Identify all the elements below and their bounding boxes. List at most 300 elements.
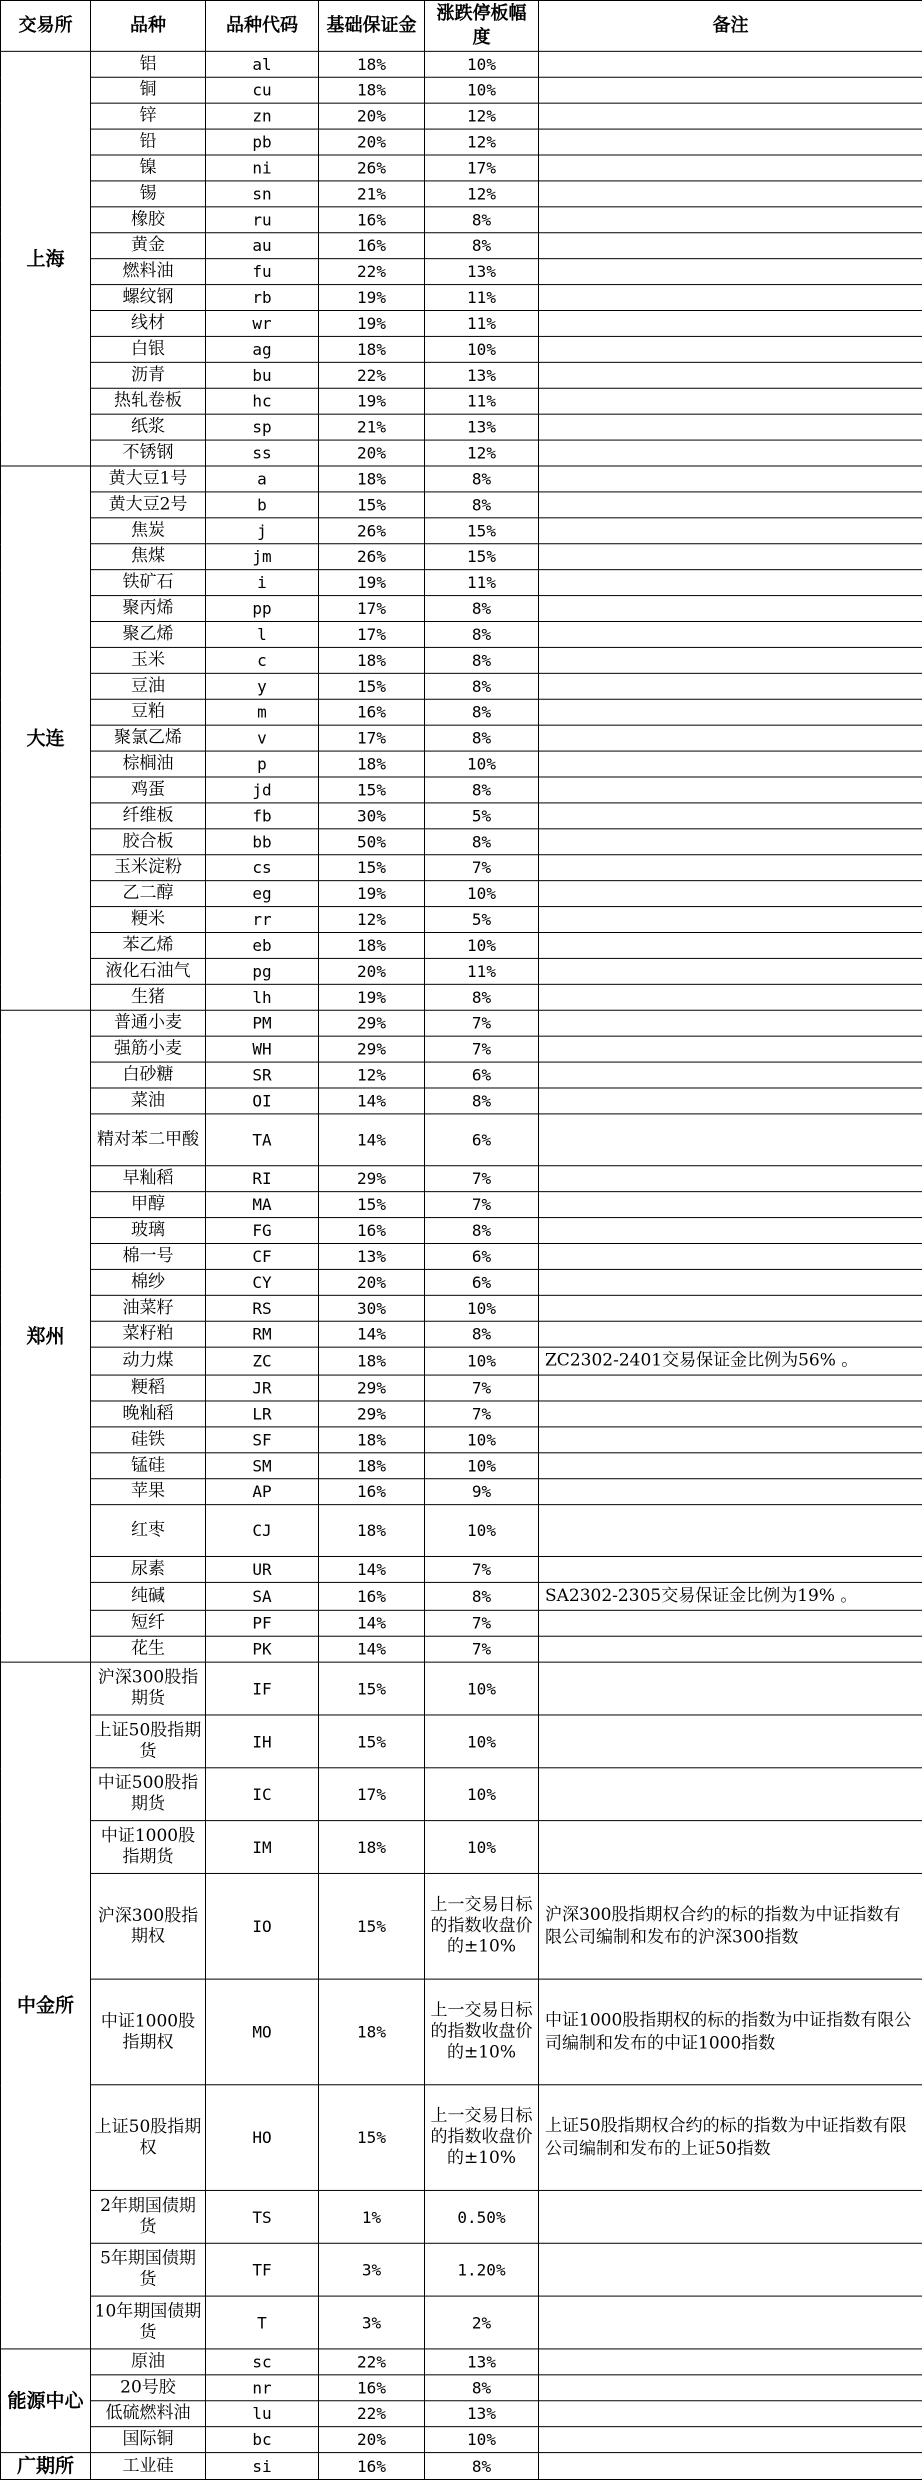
product-name-cell: 玉米 [91, 647, 206, 673]
product-name-cell: 生猪 [91, 984, 206, 1010]
product-code-cell: ZC [206, 1347, 319, 1375]
margin-cell: 29% [319, 1010, 425, 1036]
margin-cell: 18% [319, 336, 425, 362]
margin-cell: 15% [319, 1662, 425, 1715]
note-cell [539, 1062, 922, 1088]
margin-cell: 20% [319, 1269, 425, 1295]
header-row [1, 0, 922, 51]
note-cell [539, 855, 922, 881]
margin-cell: 26% [319, 155, 425, 181]
product-code-cell: MA [206, 1192, 319, 1218]
table-row [1, 1243, 922, 1269]
note-cell [539, 362, 922, 388]
product-name-cell: 沥青 [91, 362, 206, 388]
product-code-cell: eb [206, 932, 319, 958]
note-cell [539, 155, 922, 181]
note-cell [539, 1636, 922, 1662]
note-cell [539, 2243, 922, 2296]
table-row [1, 932, 922, 958]
note-cell [539, 2453, 922, 2480]
product-code-cell: CF [206, 1243, 319, 1269]
table-row [1, 881, 922, 907]
margin-cell: 12% [319, 1062, 425, 1088]
note-cell [539, 492, 922, 518]
note-cell [539, 1610, 922, 1636]
product-code-cell: v [206, 725, 319, 751]
note-cell [539, 829, 922, 855]
note-cell [539, 1243, 922, 1269]
product-name-cell: 燃料油 [91, 259, 206, 285]
margin-cell: 1% [319, 2190, 425, 2243]
margin-cell: 14% [319, 1114, 425, 1166]
note-cell [539, 181, 922, 207]
note-cell: SA2302-2305交易保证金比例为19% 。 [539, 1582, 922, 1610]
price-limit-cell: 8% [425, 596, 539, 622]
table-row [1, 207, 922, 233]
margin-cell: 26% [319, 518, 425, 544]
product-name-cell: 橡胶 [91, 207, 206, 233]
price-limit-cell: 12% [425, 181, 539, 207]
table-row [1, 2296, 922, 2349]
product-name-cell: 胶合板 [91, 829, 206, 855]
product-name-cell: 铁矿石 [91, 570, 206, 596]
product-name-cell: 液化石油气 [91, 958, 206, 984]
note-cell [539, 1662, 922, 1715]
table-row [1, 336, 922, 362]
table-row [1, 155, 922, 181]
note-cell [539, 1192, 922, 1218]
margin-cell: 19% [319, 881, 425, 907]
price-limit-cell: 15% [425, 518, 539, 544]
product-code-cell: T [206, 2296, 319, 2349]
header-code: 品种代码 [206, 0, 319, 51]
price-limit-cell: 上一交易日标的指数收盘价的±10% [425, 1979, 539, 2085]
product-code-cell: SF [206, 1427, 319, 1453]
margin-cell: 19% [319, 285, 425, 311]
price-limit-cell: 10% [425, 1295, 539, 1321]
product-name-cell: 上证50股指期货 [91, 1715, 206, 1768]
product-name-cell: 棉一号 [91, 1243, 206, 1269]
product-name-cell: 20号胶 [91, 2375, 206, 2401]
note-cell [539, 932, 922, 958]
table-row [1, 621, 922, 647]
product-name-cell: 短纤 [91, 1610, 206, 1636]
table-row [1, 181, 922, 207]
product-code-cell: wr [206, 310, 319, 336]
header-limit: 涨跌停板幅度 [425, 0, 539, 51]
product-name-cell: 锌 [91, 103, 206, 129]
margin-cell: 16% [319, 207, 425, 233]
table-row [1, 2190, 922, 2243]
product-name-cell: 热轧卷板 [91, 388, 206, 414]
table-body [1, 51, 922, 2479]
margin-cell: 30% [319, 803, 425, 829]
product-code-cell: AP [206, 1479, 319, 1505]
product-code-cell: eg [206, 881, 319, 907]
product-name-cell: 豆油 [91, 673, 206, 699]
price-limit-cell: 10% [425, 932, 539, 958]
note-cell [539, 2427, 922, 2453]
price-limit-cell: 7% [425, 1010, 539, 1036]
note-cell [539, 440, 922, 466]
note-cell [539, 777, 922, 803]
note-cell [539, 725, 922, 751]
price-limit-cell: 11% [425, 310, 539, 336]
margin-cell: 14% [319, 1610, 425, 1636]
price-limit-cell: 13% [425, 362, 539, 388]
margin-cell: 3% [319, 2296, 425, 2349]
product-code-cell: WH [206, 1036, 319, 1062]
product-code-cell: pb [206, 129, 319, 155]
product-name-cell: 聚氯乙烯 [91, 725, 206, 751]
product-name-cell: 铅 [91, 129, 206, 155]
table-row [1, 647, 922, 673]
product-code-cell: a [206, 466, 319, 492]
product-name-cell: 甲醇 [91, 1192, 206, 1218]
table-row [1, 570, 922, 596]
exchange-cell: 郑州 [1, 1010, 91, 1662]
margin-cell: 17% [319, 1768, 425, 1821]
note-cell [539, 1269, 922, 1295]
product-name-cell: 玻璃 [91, 1218, 206, 1244]
product-name-cell: 强筋小麦 [91, 1036, 206, 1062]
table-row [1, 803, 922, 829]
product-code-cell: y [206, 673, 319, 699]
margin-cell: 29% [319, 1036, 425, 1062]
product-name-cell: 白银 [91, 336, 206, 362]
product-name-cell: 中证1000股指期货 [91, 1821, 206, 1874]
product-code-cell: rb [206, 285, 319, 311]
price-limit-cell: 8% [425, 207, 539, 233]
product-code-cell: lh [206, 984, 319, 1010]
margin-cell: 20% [319, 103, 425, 129]
margin-cell: 16% [319, 2375, 425, 2401]
note-cell [539, 1479, 922, 1505]
note-cell: 上证50股指期权合约的标的指数为中证指数有限公司编制和发布的上证50指数 [539, 2085, 922, 2191]
product-name-cell: 原油 [91, 2349, 206, 2375]
product-code-cell: RM [206, 1321, 319, 1347]
table-row [1, 129, 922, 155]
table-row [1, 362, 922, 388]
margin-cell: 18% [319, 751, 425, 777]
table-row [1, 2453, 922, 2480]
margin-cell: 15% [319, 1715, 425, 1768]
product-name-cell: 菜油 [91, 1088, 206, 1114]
product-name-cell: 上证50股指期权 [91, 2085, 206, 2191]
product-name-cell: 黄大豆1号 [91, 466, 206, 492]
margin-cell: 14% [319, 1556, 425, 1582]
margin-cell: 26% [319, 544, 425, 570]
product-code-cell: PK [206, 1636, 319, 1662]
price-limit-cell: 8% [425, 673, 539, 699]
margin-cell: 22% [319, 362, 425, 388]
note-cell [539, 1114, 922, 1166]
product-code-cell: l [206, 621, 319, 647]
table-row [1, 829, 922, 855]
note-cell [539, 259, 922, 285]
product-code-cell: RS [206, 1295, 319, 1321]
note-cell [539, 673, 922, 699]
table-row [1, 1375, 922, 1401]
margin-cell: 18% [319, 51, 425, 77]
price-limit-cell: 12% [425, 129, 539, 155]
product-name-cell: 早籼稻 [91, 1166, 206, 1192]
table-row [1, 2375, 922, 2401]
note-cell [539, 51, 922, 77]
price-limit-cell: 7% [425, 1036, 539, 1062]
product-code-cell: bc [206, 2427, 319, 2453]
product-name-cell: 豆粕 [91, 699, 206, 725]
margin-cell: 21% [319, 181, 425, 207]
margin-cell: 30% [319, 1295, 425, 1321]
margin-cell: 18% [319, 1427, 425, 1453]
product-name-cell: 油菜籽 [91, 1295, 206, 1321]
price-limit-cell: 10% [425, 1768, 539, 1821]
margin-cell: 20% [319, 440, 425, 466]
product-name-cell: 苹果 [91, 1479, 206, 1505]
product-code-cell: m [206, 699, 319, 725]
product-code-cell: cu [206, 77, 319, 103]
note-cell [539, 1427, 922, 1453]
product-code-cell: ss [206, 440, 319, 466]
product-code-cell: bb [206, 829, 319, 855]
product-name-cell: 镍 [91, 155, 206, 181]
table-row [1, 1295, 922, 1321]
price-limit-cell: 6% [425, 1243, 539, 1269]
price-limit-cell: 8% [425, 2375, 539, 2401]
table-row [1, 388, 922, 414]
product-name-cell: 不锈钢 [91, 440, 206, 466]
product-name-cell: 螺纹钢 [91, 285, 206, 311]
table-row [1, 414, 922, 440]
table-row [1, 958, 922, 984]
note-cell: 中证1000股指期权的标的指数为中证指数有限公司编制和发布的中证1000指数 [539, 1979, 922, 2085]
product-name-cell: 中证500股指期货 [91, 1768, 206, 1821]
exchange-cell: 大连 [1, 466, 91, 1010]
product-name-cell: 沪深300股指期货 [91, 1662, 206, 1715]
product-code-cell: CJ [206, 1505, 319, 1557]
product-name-cell: 白砂糖 [91, 1062, 206, 1088]
product-name-cell: 红枣 [91, 1505, 206, 1557]
product-name-cell: 聚乙烯 [91, 621, 206, 647]
header-product: 品种 [91, 0, 206, 51]
note-cell [539, 285, 922, 311]
margin-cell: 15% [319, 1873, 425, 1979]
table-row [1, 1556, 922, 1582]
table-row [1, 285, 922, 311]
product-code-cell: IC [206, 1768, 319, 1821]
exchange-cell: 上海 [1, 51, 91, 466]
exchange-cell: 能源中心 [1, 2349, 91, 2453]
table-row [1, 855, 922, 881]
note-cell [539, 544, 922, 570]
product-code-cell: FG [206, 1218, 319, 1244]
price-limit-cell: 10% [425, 336, 539, 362]
note-cell [539, 233, 922, 259]
note-cell [539, 1453, 922, 1479]
note-cell [539, 310, 922, 336]
product-code-cell: UR [206, 1556, 319, 1582]
note-cell: ZC2302-2401交易保证金比例为56% 。 [539, 1347, 922, 1375]
table-row [1, 1821, 922, 1874]
price-limit-cell: 8% [425, 984, 539, 1010]
product-code-cell: TA [206, 1114, 319, 1166]
margin-cell: 18% [319, 77, 425, 103]
product-code-cell: sc [206, 2349, 319, 2375]
product-name-cell: 国际铜 [91, 2427, 206, 2453]
product-code-cell: IM [206, 1821, 319, 1874]
product-name-cell: 黄金 [91, 233, 206, 259]
product-name-cell: 中证1000股指期权 [91, 1979, 206, 2085]
price-limit-cell: 7% [425, 1556, 539, 1582]
product-code-cell: si [206, 2453, 319, 2480]
price-limit-cell: 13% [425, 259, 539, 285]
product-code-cell: HO [206, 2085, 319, 2191]
margin-cell: 16% [319, 233, 425, 259]
price-limit-cell: 10% [425, 2427, 539, 2453]
table-row [1, 1453, 922, 1479]
note-cell [539, 2296, 922, 2349]
product-name-cell: 工业硅 [91, 2453, 206, 2480]
product-code-cell: RI [206, 1166, 319, 1192]
note-cell [539, 129, 922, 155]
margin-cell: 19% [319, 570, 425, 596]
product-name-cell: 5年期国债期货 [91, 2243, 206, 2296]
price-limit-cell: 5% [425, 907, 539, 933]
table-row [1, 259, 922, 285]
table-row [1, 1062, 922, 1088]
product-code-cell: IO [206, 1873, 319, 1979]
margin-cell: 16% [319, 1582, 425, 1610]
note-cell [539, 336, 922, 362]
price-limit-cell: 8% [425, 1088, 539, 1114]
product-name-cell: 黄大豆2号 [91, 492, 206, 518]
margin-cell: 3% [319, 2243, 425, 2296]
note-cell: 沪深300股指期权合约的标的指数为中证指数有限公司编制和发布的沪深300指数 [539, 1873, 922, 1979]
margin-cell: 18% [319, 1979, 425, 2085]
price-limit-cell: 6% [425, 1114, 539, 1166]
note-cell [539, 1556, 922, 1582]
price-limit-cell: 上一交易日标的指数收盘价的±10% [425, 1873, 539, 1979]
note-cell [539, 907, 922, 933]
note-cell [539, 881, 922, 907]
note-cell [539, 1821, 922, 1874]
price-limit-cell: 11% [425, 958, 539, 984]
product-code-cell: IF [206, 1662, 319, 1715]
price-limit-cell: 8% [425, 2453, 539, 2480]
product-code-cell: i [206, 570, 319, 596]
margin-cell: 18% [319, 932, 425, 958]
product-code-cell: TS [206, 2190, 319, 2243]
table-row [1, 1036, 922, 1062]
note-cell [539, 984, 922, 1010]
table-row [1, 492, 922, 518]
price-limit-cell: 10% [425, 1715, 539, 1768]
table-row [1, 1715, 922, 1768]
table-row [1, 1662, 922, 1715]
note-cell [539, 1295, 922, 1321]
price-limit-cell: 8% [425, 699, 539, 725]
table-row [1, 1347, 922, 1375]
margin-cell: 13% [319, 1243, 425, 1269]
product-name-cell: 铜 [91, 77, 206, 103]
price-limit-cell: 1.20% [425, 2243, 539, 2296]
product-code-cell: b [206, 492, 319, 518]
note-cell [539, 1088, 922, 1114]
exchange-cell: 广期所 [1, 2453, 91, 2480]
product-name-cell: 菜籽粕 [91, 1321, 206, 1347]
price-limit-cell: 8% [425, 1582, 539, 1610]
margin-cell: 50% [319, 829, 425, 855]
table-row [1, 310, 922, 336]
product-code-cell: j [206, 518, 319, 544]
note-cell [539, 77, 922, 103]
product-code-cell: zn [206, 103, 319, 129]
margin-cell: 17% [319, 596, 425, 622]
price-limit-cell: 8% [425, 233, 539, 259]
note-cell [539, 1036, 922, 1062]
table-row [1, 1088, 922, 1114]
product-name-cell: 锡 [91, 181, 206, 207]
table-row [1, 518, 922, 544]
product-code-cell: c [206, 647, 319, 673]
product-code-cell: jm [206, 544, 319, 570]
product-name-cell: 锰硅 [91, 1453, 206, 1479]
note-cell [539, 1321, 922, 1347]
product-code-cell: SR [206, 1062, 319, 1088]
product-name-cell: 普通小麦 [91, 1010, 206, 1036]
note-cell [539, 2190, 922, 2243]
note-cell [539, 388, 922, 414]
margin-cell: 22% [319, 2401, 425, 2427]
margin-cell: 19% [319, 984, 425, 1010]
table-row [1, 1192, 922, 1218]
product-name-cell: 花生 [91, 1636, 206, 1662]
margin-cell: 18% [319, 1453, 425, 1479]
margin-cell: 15% [319, 1192, 425, 1218]
product-name-cell: 纸浆 [91, 414, 206, 440]
product-code-cell: PM [206, 1010, 319, 1036]
note-cell [539, 803, 922, 829]
price-limit-cell: 8% [425, 1321, 539, 1347]
margin-cell: 18% [319, 1821, 425, 1874]
price-limit-cell: 8% [425, 466, 539, 492]
table-row [1, 2427, 922, 2453]
price-limit-cell: 10% [425, 77, 539, 103]
product-name-cell: 棉纱 [91, 1269, 206, 1295]
price-limit-cell: 10% [425, 881, 539, 907]
margin-cell: 15% [319, 855, 425, 881]
price-limit-cell: 12% [425, 103, 539, 129]
price-limit-cell: 8% [425, 1218, 539, 1244]
table-row [1, 233, 922, 259]
margin-cell: 17% [319, 621, 425, 647]
table-row [1, 699, 922, 725]
margin-cell: 22% [319, 259, 425, 285]
price-limit-cell: 13% [425, 2349, 539, 2375]
product-name-cell: 10年期国债期货 [91, 2296, 206, 2349]
table-row [1, 1582, 922, 1610]
price-limit-cell: 7% [425, 1610, 539, 1636]
table-row [1, 466, 922, 492]
note-cell [539, 2375, 922, 2401]
price-limit-cell: 7% [425, 1375, 539, 1401]
product-code-cell: LR [206, 1401, 319, 1427]
price-limit-cell: 10% [425, 751, 539, 777]
product-name-cell: 低硫燃料油 [91, 2401, 206, 2427]
product-name-cell: 鸡蛋 [91, 777, 206, 803]
product-name-cell: 晚籼稻 [91, 1401, 206, 1427]
